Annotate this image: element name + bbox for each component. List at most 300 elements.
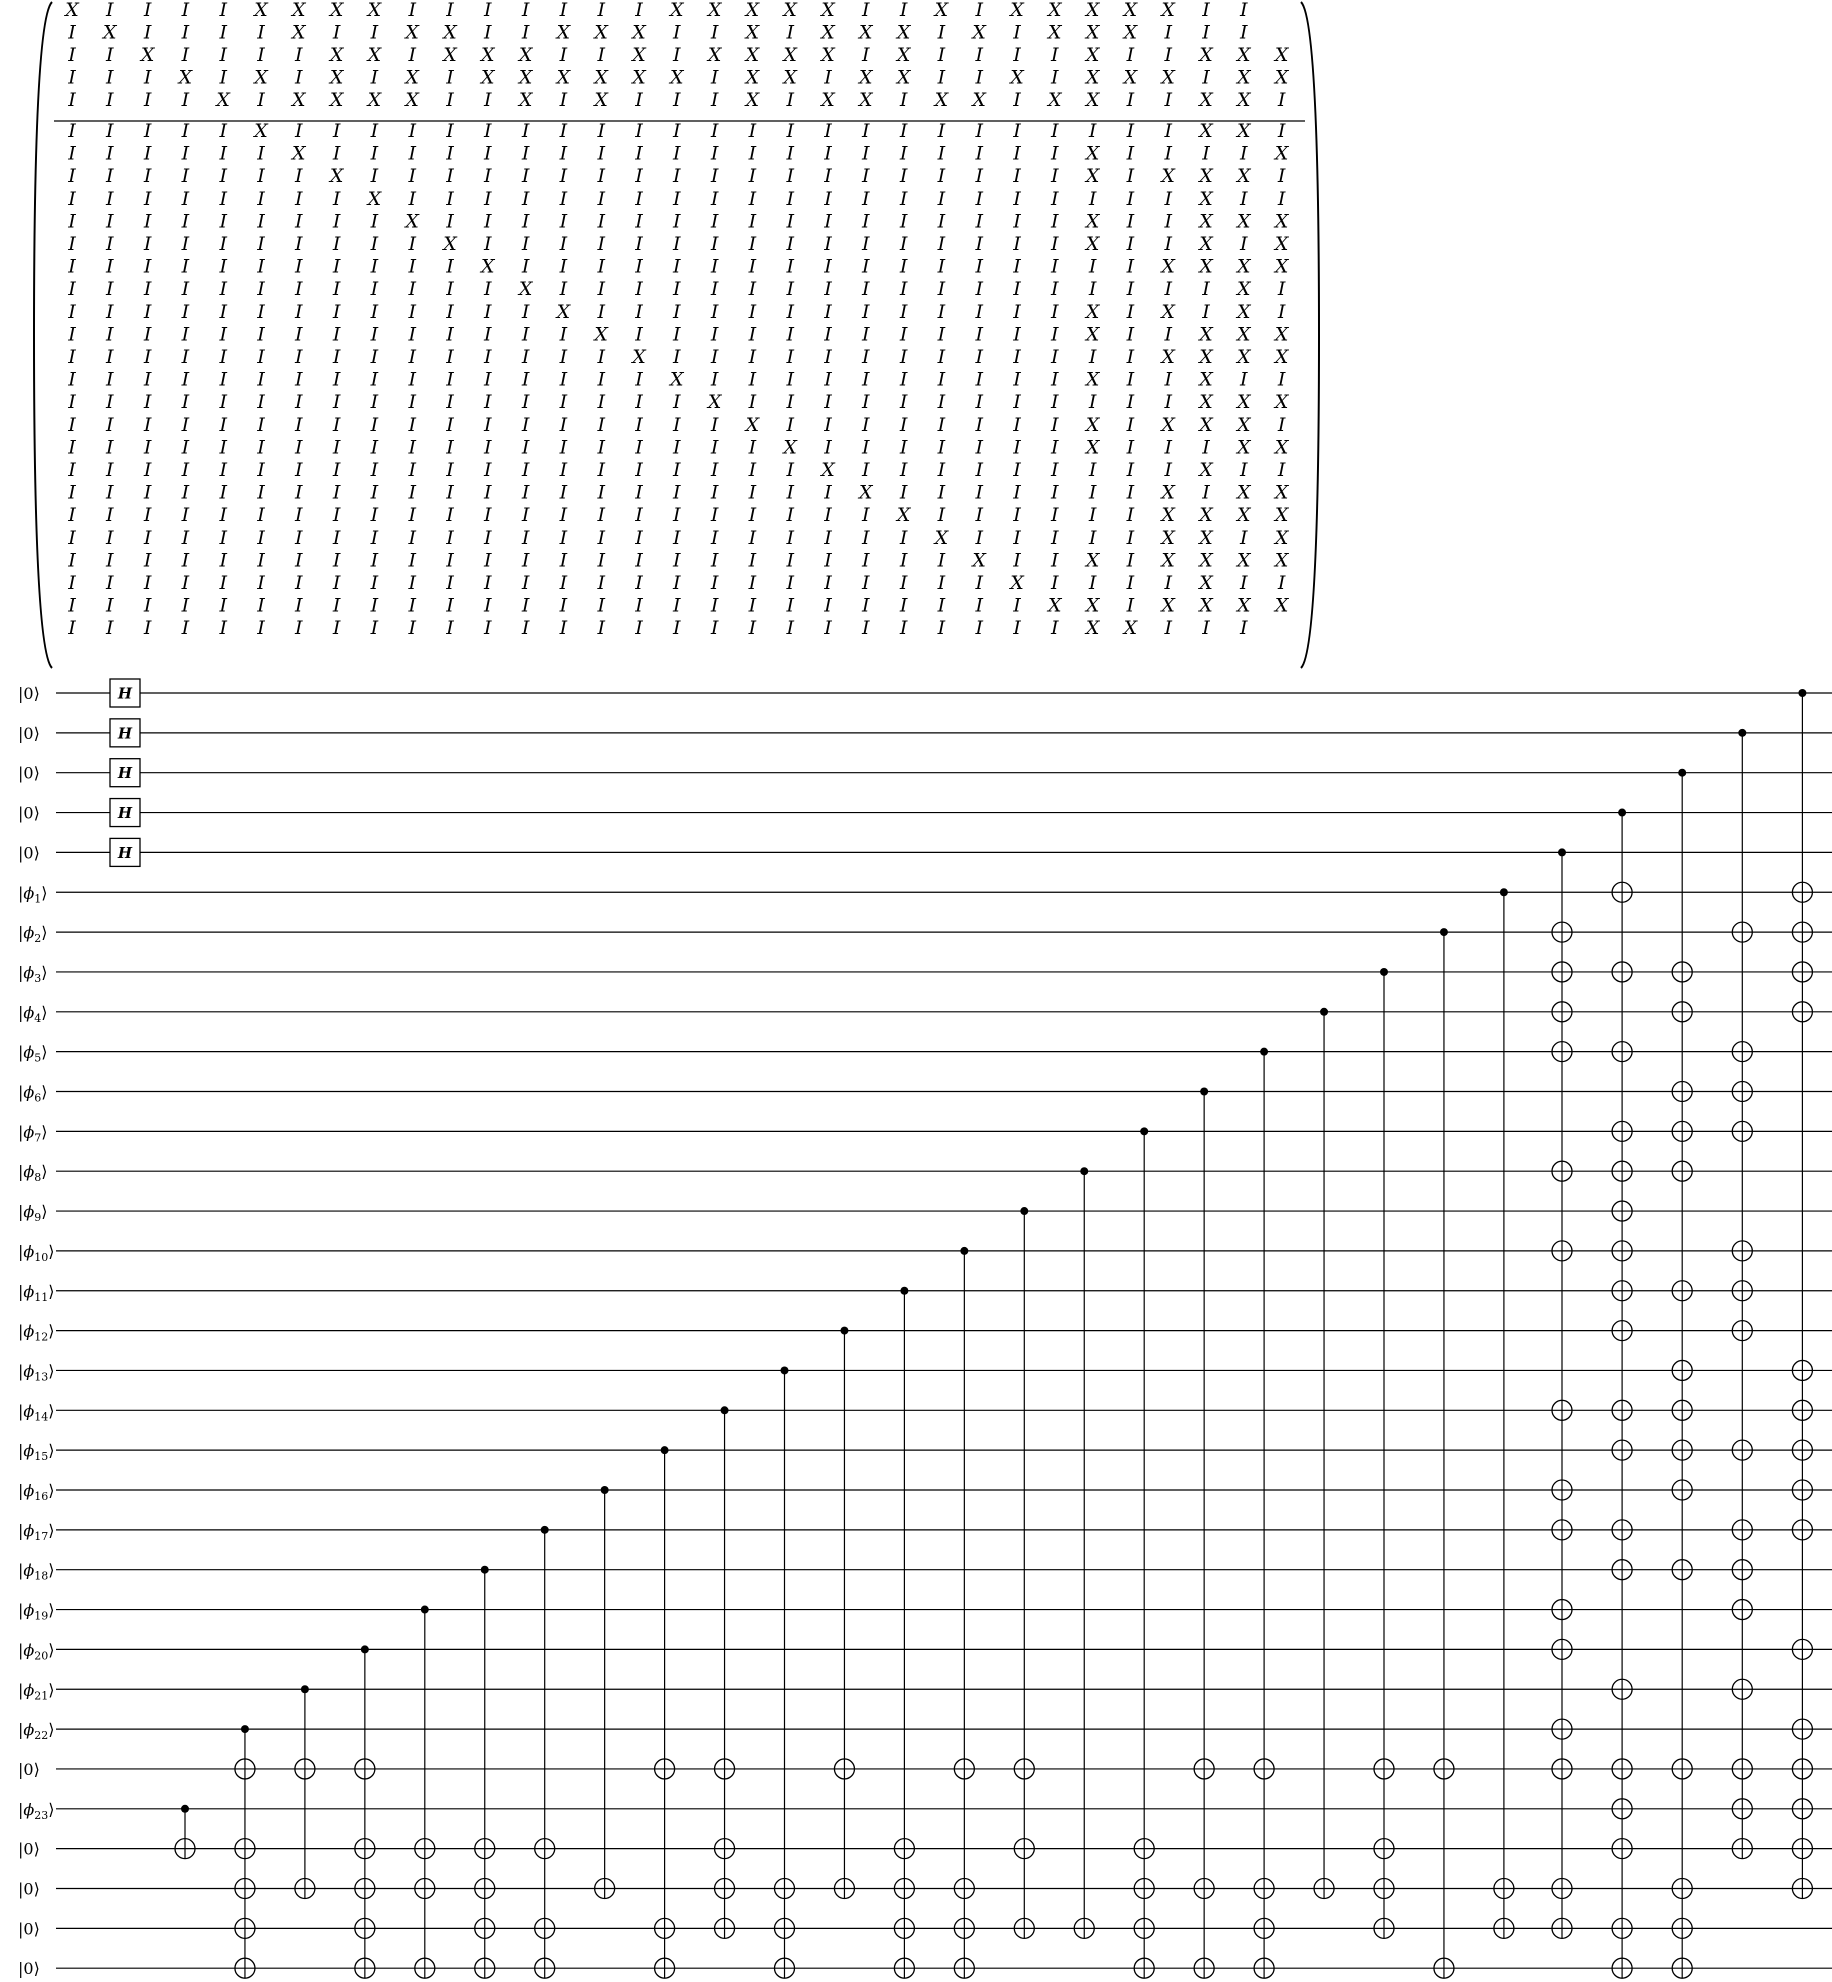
matrix-entry: I (1126, 210, 1135, 233)
target-oplus (1672, 1480, 1692, 1500)
matrix-entry: I (786, 120, 794, 142)
target-oplus (355, 1958, 375, 1978)
matrix-entry: X (859, 481, 873, 504)
matrix-entry: X (1085, 617, 1100, 640)
matrix-entry: I (937, 436, 946, 459)
target-oplus (1612, 962, 1632, 982)
target-oplus (1612, 1799, 1632, 1819)
matrix-entry: I (143, 549, 152, 572)
matrix-entry: I (181, 526, 190, 549)
matrix-entry: I (937, 617, 946, 640)
matrix-entry: X (670, 0, 684, 21)
matrix-entry: I (68, 89, 76, 111)
matrix-entry: I (181, 89, 190, 111)
matrix-entry: I (559, 44, 568, 66)
target-oplus (1792, 1360, 1812, 1380)
matrix-entry: I (710, 572, 719, 594)
matrix-entry: I (635, 300, 643, 323)
matrix-entry: I (559, 346, 568, 368)
target-oplus (1672, 1440, 1692, 1460)
matrix-entry: I (1126, 165, 1135, 188)
matrix-entry: X (329, 89, 344, 111)
matrix-entry: I (257, 300, 265, 323)
wire-label: |0⟩ (18, 1839, 40, 1859)
matrix-entry: I (1088, 346, 1097, 368)
matrix-entry: I (1013, 233, 1021, 255)
matrix-entry: I (484, 165, 492, 188)
matrix-entry: I (937, 210, 946, 233)
matrix-entry: I (106, 413, 114, 436)
matrix-entry: I (370, 391, 379, 414)
control-dot (840, 1327, 848, 1335)
matrix-entry: I (106, 549, 114, 572)
matrix-entry: I (68, 481, 76, 504)
matrix-entry: I (824, 572, 832, 594)
matrix-entry: I (597, 346, 605, 368)
matrix-entry: I (1202, 142, 1210, 165)
matrix-entry: I (68, 300, 76, 323)
matrix-entry: I (408, 481, 416, 504)
matrix-entry: I (975, 66, 983, 89)
matrix-entry: I (106, 572, 114, 594)
matrix-entry: I (1164, 210, 1172, 233)
target-oplus (1134, 1839, 1154, 1859)
matrix-entry: I (295, 594, 303, 617)
matrix-entry: I (219, 44, 227, 66)
wire-label: $|\phi_2⟩$ (18, 923, 48, 946)
matrix-entry: I (521, 368, 530, 391)
matrix-entry: I (484, 436, 492, 459)
matrix-entry: I (748, 526, 757, 549)
matrix-entry: I (181, 278, 190, 301)
matrix-entry: I (635, 120, 643, 142)
matrix-entry: I (597, 165, 605, 188)
check-row (67, 391, 1290, 413)
target-oplus (1612, 1839, 1632, 1859)
matrix-entry: I (937, 44, 946, 66)
matrix-entry: I (332, 346, 341, 368)
matrix-entry: X (1010, 66, 1024, 89)
matrix-entry: I (710, 142, 719, 165)
matrix-entry: I (635, 142, 643, 165)
matrix-entry: I (1126, 526, 1135, 549)
target-oplus (1552, 1002, 1572, 1022)
matrix-entry: I (484, 391, 492, 414)
target-oplus (715, 1879, 735, 1899)
matrix-entry: I (484, 142, 492, 165)
matrix-entry: I (1277, 187, 1286, 210)
matrix-entry: I (1013, 594, 1021, 617)
matrix-entry: X (329, 44, 344, 66)
matrix-entry: I (484, 459, 492, 481)
target-oplus (1612, 1281, 1632, 1301)
matrix-entry: I (219, 436, 227, 459)
target-oplus (1732, 1321, 1752, 1341)
matrix-entry: I (295, 549, 303, 572)
wire-label: |0⟩ (18, 843, 40, 863)
matrix-entry: X (1085, 210, 1100, 233)
matrix-entry: I (408, 526, 416, 549)
matrix-entry: I (332, 300, 341, 323)
matrix-entry: X (896, 21, 911, 44)
matrix-entry: I (295, 278, 303, 301)
matrix-entry: I (446, 572, 454, 594)
matrix-entry: I (937, 120, 946, 142)
matrix-entry: I (786, 594, 794, 617)
matrix-entry: I (673, 165, 681, 188)
cnot-gate (1732, 729, 1752, 1859)
target-oplus (1552, 1879, 1572, 1899)
matrix-entry: I (1126, 278, 1135, 301)
check-row (67, 256, 1290, 278)
matrix-entry: I (446, 459, 454, 481)
matrix-entry: I (257, 323, 265, 346)
matrix-entry: I (143, 436, 152, 459)
matrix-entry: I (408, 0, 416, 21)
right-paren (1301, 2, 1319, 668)
matrix-entry: I (937, 66, 946, 89)
matrix-entry: I (408, 187, 416, 210)
matrix-entry: X (1161, 165, 1175, 188)
matrix-entry: I (370, 233, 379, 255)
matrix-entry: I (937, 413, 946, 436)
matrix-entry: I (786, 504, 794, 527)
matrix-entry: X (934, 0, 949, 21)
matrix-entry: I (1051, 413, 1059, 436)
matrix-entry: X (859, 66, 873, 89)
matrix-entry: I (1126, 436, 1135, 459)
matrix-entry: I (1013, 142, 1021, 165)
matrix-entry: I (975, 255, 983, 278)
wire-label: |0⟩ (18, 684, 40, 703)
matrix-entry: I (484, 526, 492, 549)
matrix-entry: I (1051, 504, 1059, 527)
wire-label: $|\phi_{10}⟩$ (18, 1241, 55, 1264)
matrix-entry: I (106, 187, 114, 210)
check-row (67, 414, 1286, 436)
matrix-entry: I (710, 436, 719, 459)
matrix-entry: X (783, 44, 797, 66)
matrix-entry: I (521, 120, 530, 142)
matrix-entry: I (408, 346, 416, 368)
matrix-entry: I (370, 300, 379, 323)
matrix-entry: I (408, 165, 416, 188)
target-oplus (1792, 1839, 1812, 1859)
matrix-entry: I (786, 21, 794, 44)
control-dot (301, 1685, 309, 1693)
matrix-entry: I (1013, 44, 1021, 66)
matrix-entry: X (556, 66, 571, 89)
cnot-gate (1434, 928, 1454, 1978)
matrix-entry: I (824, 526, 832, 549)
matrix-entry: I (786, 391, 794, 414)
matrix-entry: I (975, 120, 983, 142)
matrix-entry: I (559, 391, 568, 414)
cnot-gate (415, 1606, 435, 1979)
matrix-entry: I (824, 549, 832, 572)
matrix-entry: X (1237, 346, 1251, 368)
matrix-entry: I (710, 89, 719, 111)
matrix-entry: I (937, 459, 946, 481)
cnot-gate (1194, 1088, 1214, 1979)
matrix-entry: I (370, 368, 379, 391)
check-row (67, 210, 1290, 232)
matrix-entry: I (710, 368, 719, 391)
matrix-entry: I (975, 368, 983, 391)
matrix-entry: I (143, 504, 152, 527)
matrix-entry: I (370, 323, 379, 346)
matrix-entry: X (254, 66, 268, 89)
matrix-entry: I (1126, 120, 1135, 142)
matrix-entry: I (446, 504, 454, 527)
matrix-entry: I (295, 391, 303, 414)
matrix-entry: I (370, 436, 379, 459)
matrix-entry: I (370, 504, 379, 527)
matrix-entry: I (824, 391, 832, 414)
matrix-entry: X (745, 413, 760, 436)
matrix-entry: I (937, 21, 946, 44)
target-oplus (1612, 1161, 1632, 1181)
target-oplus (1552, 1639, 1572, 1659)
target-oplus (1374, 1879, 1394, 1899)
matrix-entry: I (975, 346, 983, 368)
matrix-entry: I (635, 210, 643, 233)
matrix-entry: X (1237, 323, 1251, 346)
matrix-entry: I (1126, 323, 1135, 346)
matrix-entry: X (292, 0, 306, 21)
target-oplus (475, 1918, 495, 1938)
matrix-entry: I (484, 481, 492, 504)
target-oplus (475, 1879, 495, 1899)
cnot-gate (1014, 1207, 1034, 1938)
control-dot (1080, 1167, 1088, 1175)
matrix-entry: I (710, 413, 719, 436)
check-row (67, 482, 1290, 504)
target-oplus (655, 1918, 675, 1938)
target-oplus (775, 1958, 795, 1978)
matrix-entry: I (748, 391, 757, 414)
matrix-entry: I (559, 89, 568, 111)
matrix-entry: X (594, 89, 608, 111)
matrix-entry: I (1088, 526, 1097, 549)
target-oplus (1434, 1958, 1454, 1978)
matrix-entry: I (446, 0, 454, 21)
target-oplus (1732, 1082, 1752, 1102)
check-row (67, 323, 1290, 345)
matrix-entry: I (295, 572, 303, 594)
matrix-entry: I (370, 346, 379, 368)
matrix-entry: X (1274, 391, 1289, 414)
matrix-entry: I (181, 120, 190, 142)
target-oplus (1014, 1839, 1034, 1859)
target-oplus (1552, 1480, 1572, 1500)
matrix-entry: I (862, 572, 870, 594)
matrix-entry: I (937, 572, 946, 594)
matrix-entry: I (559, 481, 568, 504)
matrix-entry: I (786, 459, 794, 481)
matrix-entry: X (632, 44, 646, 66)
check-row (67, 346, 1290, 368)
matrix-entry: X (556, 300, 571, 323)
matrix-entry: I (521, 504, 530, 527)
matrix-entry: I (899, 459, 908, 481)
matrix-entry: I (521, 436, 530, 459)
matrix-entry: I (1202, 617, 1210, 640)
generator-row (67, 22, 1248, 44)
matrix-entry: X (65, 0, 79, 21)
target-oplus (1612, 1759, 1632, 1779)
matrix-entry: I (899, 436, 908, 459)
target-oplus (1792, 1002, 1812, 1022)
check-row (67, 436, 1290, 458)
matrix-entry: I (1277, 278, 1286, 301)
matrix-entry: X (103, 21, 117, 44)
target-oplus (1374, 1918, 1394, 1938)
matrix-entry: I (1088, 187, 1097, 210)
matrix-entry: I (710, 165, 719, 188)
matrix-entry: I (484, 368, 492, 391)
wire-label: $|\phi_{21}⟩$ (18, 1680, 55, 1703)
matrix-entry: I (106, 346, 114, 368)
matrix-entry: X (1085, 89, 1100, 111)
matrix-entry: I (181, 300, 190, 323)
matrix-entry: I (332, 233, 341, 255)
matrix-entry: I (295, 233, 303, 255)
matrix-entry: I (1164, 617, 1172, 640)
matrix-entry: I (748, 481, 757, 504)
matrix-entry: I (899, 165, 908, 188)
target-oplus (1254, 1879, 1274, 1899)
matrix-entry: I (597, 481, 605, 504)
matrix-entry: I (257, 142, 265, 165)
matrix-entry: I (1240, 21, 1248, 44)
cnot-gate (1792, 689, 1812, 1899)
matrix-entry: X (443, 21, 457, 44)
target-oplus (1672, 1121, 1692, 1141)
matrix-entry: I (635, 187, 643, 210)
matrix-entry: I (824, 481, 832, 504)
matrix-entry: I (219, 278, 227, 301)
target-oplus (1552, 962, 1572, 982)
target-oplus (1552, 922, 1572, 942)
matrix-entry: I (597, 594, 605, 617)
matrix-entry: I (257, 44, 265, 66)
target-oplus (295, 1879, 315, 1899)
matrix-entry: I (899, 594, 908, 617)
matrix-entry: I (862, 300, 870, 323)
matrix-entry: I (68, 594, 76, 617)
matrix-entry: I (408, 120, 416, 142)
matrix-entry: X (518, 44, 533, 66)
wires (18, 684, 1832, 1978)
target-oplus (235, 1958, 255, 1978)
matrix-entry: I (862, 413, 870, 436)
matrix-entry: I (1240, 142, 1248, 165)
matrix-entry: I (937, 368, 946, 391)
matrix-entry: X (1048, 0, 1062, 21)
control-dot (1380, 968, 1388, 976)
matrix-entry: X (1199, 504, 1213, 527)
matrix-entry: I (68, 210, 76, 233)
matrix-entry: I (446, 278, 454, 301)
matrix-entry: I (748, 594, 757, 617)
matrix-entry: I (484, 89, 492, 111)
matrix-entry: I (635, 572, 643, 594)
matrix-entry: I (1240, 526, 1248, 549)
target-oplus (355, 1759, 375, 1779)
matrix-entry: I (1240, 572, 1248, 594)
matrix-entry: I (521, 21, 530, 44)
matrix-entry: I (1202, 21, 1210, 44)
svg-text:H: H (117, 764, 133, 783)
target-oplus (1552, 1241, 1572, 1261)
matrix-entry: X (632, 66, 646, 89)
matrix-entry: I (1202, 300, 1210, 323)
matrix-entry: X (1085, 142, 1100, 165)
control-dot (1738, 729, 1746, 737)
matrix-entry: I (824, 255, 832, 278)
matrix-entry: I (484, 300, 492, 323)
matrix-entry: I (1051, 255, 1059, 278)
matrix-entry: I (332, 617, 341, 640)
matrix-entry: I (597, 210, 605, 233)
matrix-entry: I (521, 391, 530, 414)
matrix-entry: I (710, 66, 719, 89)
matrix-entry: I (257, 278, 265, 301)
matrix-entry: I (635, 391, 643, 414)
matrix-entry: X (1237, 255, 1251, 278)
control-dot (601, 1486, 609, 1494)
hadamard-gate (110, 759, 140, 787)
matrix-entry: I (673, 594, 681, 617)
matrix-entry: I (597, 44, 605, 66)
matrix-entry: I (824, 120, 832, 142)
target-oplus (535, 1918, 555, 1938)
matrix-entry: I (106, 617, 114, 640)
matrix-entry: I (748, 323, 757, 346)
check-row (67, 143, 1290, 165)
matrix-entry: I (332, 594, 341, 617)
matrix-entry: I (899, 346, 908, 368)
matrix-entry: I (786, 210, 794, 233)
matrix-entry: I (899, 0, 908, 21)
matrix-entry: X (934, 89, 949, 111)
matrix-entry: X (556, 21, 571, 44)
matrix-entry: I (370, 413, 379, 436)
matrix-entry: I (786, 300, 794, 323)
matrix-entry: I (408, 44, 416, 66)
matrix-entry: I (635, 481, 643, 504)
matrix-entry: X (821, 459, 835, 481)
matrix-entry: I (748, 142, 757, 165)
target-oplus (1494, 1879, 1514, 1899)
matrix-entry: I (635, 594, 643, 617)
target-oplus (295, 1759, 315, 1779)
cnot-gate (355, 1645, 375, 1978)
matrix-entry: I (295, 526, 303, 549)
matrix-entry: I (710, 120, 719, 142)
matrix-entry: I (446, 89, 454, 111)
matrix-entry: X (1199, 391, 1213, 414)
matrix-entry: I (257, 436, 265, 459)
control-dot (960, 1247, 968, 1255)
matrix-entry: X (1199, 89, 1213, 111)
matrix-entry: I (181, 391, 190, 414)
matrix-entry: I (219, 594, 227, 617)
matrix-entry: I (559, 323, 568, 346)
matrix-entry: I (1051, 165, 1059, 188)
matrix-entry: I (332, 459, 341, 481)
